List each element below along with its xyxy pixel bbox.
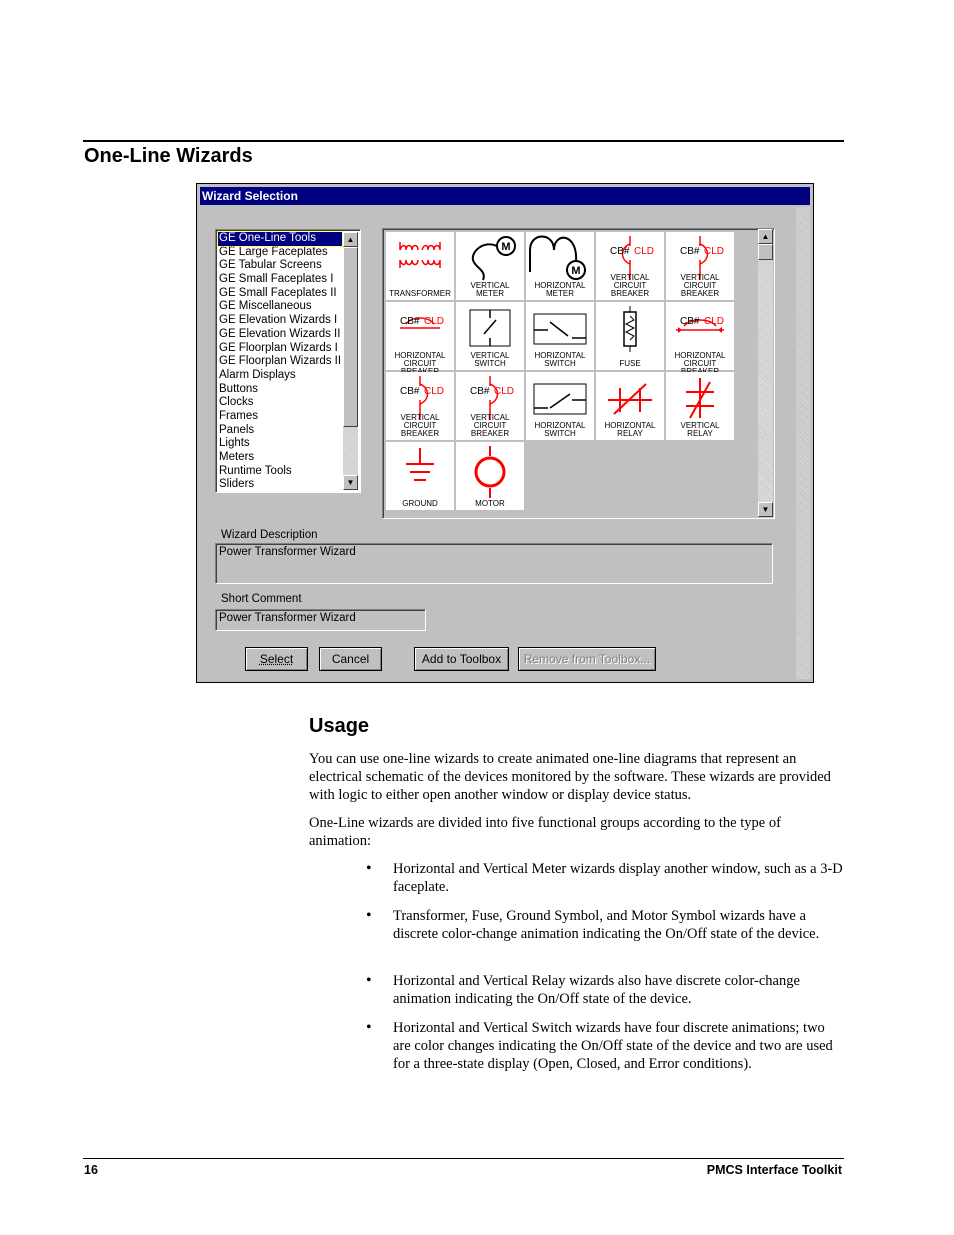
list-item[interactable]: Panels bbox=[219, 423, 255, 436]
wizard-caption: CIRCUIT bbox=[613, 281, 647, 290]
dialog-right-edge bbox=[796, 207, 810, 679]
wizard-tile[interactable] bbox=[456, 232, 524, 300]
wizard-caption: SWITCH bbox=[474, 359, 506, 368]
list-item[interactable]: GE Tabular Screens bbox=[219, 259, 322, 272]
wizard-tag-cld: CLD bbox=[704, 246, 725, 257]
list-item[interactable]: Lights bbox=[219, 437, 250, 450]
bullet-text-2: Transformer, Fuse, Ground Symbol, and Motor Symbol wizards have a discrete color-change animation indicating the On/Off state of the device. bbox=[393, 908, 820, 942]
section-title: One-Line Wizards bbox=[84, 145, 253, 167]
wizard-category-list[interactable] bbox=[215, 229, 361, 493]
wizard-tag-cld: CLD bbox=[634, 246, 655, 257]
bullet-icon: • bbox=[366, 860, 372, 877]
wizard-tag-cb: CB# bbox=[400, 316, 420, 327]
scroll-down-icon[interactable]: ▼ bbox=[343, 475, 358, 490]
bullet-icon: • bbox=[366, 1019, 372, 1036]
wizard-caption: GROUND bbox=[402, 499, 438, 508]
wizard-tile[interactable] bbox=[386, 372, 454, 440]
wizard-tag-cb: CB# bbox=[470, 386, 490, 397]
wizard-tag-cld: CLD bbox=[704, 316, 725, 327]
usage-title: Usage bbox=[309, 715, 370, 737]
usage-paragraph-2: One-Line wizards are divided into five functional groups according to the type of animation: bbox=[309, 815, 781, 849]
page-number: 16 bbox=[84, 1163, 98, 1177]
wizard-caption: HORIZONTAL bbox=[674, 351, 726, 360]
wizard-caption: METER bbox=[476, 289, 504, 298]
wizard-caption: SWITCH bbox=[544, 359, 576, 368]
list-item[interactable]: Frames bbox=[219, 409, 258, 422]
wizard-caption: TRANSFORMER bbox=[389, 289, 451, 298]
wizard-caption: VERTICAL bbox=[680, 273, 720, 282]
list-item[interactable]: GE Miscellaneous bbox=[219, 300, 312, 313]
wizard-caption: CIRCUIT bbox=[683, 281, 717, 290]
bullet-text-3: Horizontal and Vertical Relay wizards also have discrete color-change animation indicating the On/Off state of the device. bbox=[393, 973, 800, 1007]
bullet-icon: • bbox=[366, 907, 372, 924]
wizard-caption: HORIZONTAL bbox=[534, 351, 586, 360]
list-item[interactable]: GE Elevation Wizards I bbox=[219, 314, 338, 327]
list-item[interactable]: Sliders bbox=[219, 478, 255, 491]
add-to-toolbox-button[interactable]: Add to Toolbox bbox=[414, 647, 509, 671]
wizard-grid bbox=[382, 228, 775, 519]
wizard-tag-cb: CB# bbox=[400, 386, 420, 397]
wizard-caption: VERTICAL bbox=[400, 413, 440, 422]
comment-label: Short Comment bbox=[221, 593, 302, 605]
scroll-up-icon[interactable]: ▲ bbox=[343, 232, 358, 247]
wizard-caption: BREAKER bbox=[680, 289, 720, 298]
wizard-caption: BREAKER bbox=[610, 289, 650, 298]
wizard-tile[interactable] bbox=[666, 302, 734, 370]
wizard-tile[interactable] bbox=[456, 372, 524, 440]
dialog-title: Wizard Selection bbox=[200, 187, 810, 205]
wizard-tile[interactable] bbox=[386, 302, 454, 370]
wizard-selection-dialog bbox=[196, 183, 814, 683]
wizard-tile[interactable] bbox=[456, 302, 524, 370]
wizard-caption: VERTICAL bbox=[610, 273, 650, 282]
wizard-tile[interactable] bbox=[386, 442, 454, 510]
list-item[interactable]: GE One-Line Tools bbox=[218, 232, 342, 246]
usage-paragraph-1: You can use one-line wizards to create animated one-line diagrams that represent an electrical schematic of the devices monitored by the software. These wizards are provided with logic to either open another window or display device status. bbox=[309, 751, 831, 803]
wizard-caption: VERTICAL bbox=[470, 413, 510, 422]
svg-text:M: M bbox=[571, 265, 581, 277]
wizard-caption: FUSE bbox=[619, 359, 641, 368]
list-item[interactable]: GE Small Faceplates I bbox=[219, 273, 334, 286]
wizard-tile[interactable] bbox=[526, 302, 594, 370]
list-item[interactable]: GE Elevation Wizards II bbox=[219, 327, 341, 340]
wizard-tag-cld: CLD bbox=[494, 386, 515, 397]
wizard-caption: BREAKER bbox=[400, 429, 440, 438]
list-scrollbar[interactable] bbox=[343, 232, 358, 490]
wizard-caption: VERTICAL bbox=[470, 281, 510, 290]
remove-from-toolbox-button: Remove from Toolbox... bbox=[518, 647, 656, 671]
wizard-tile[interactable] bbox=[666, 372, 734, 440]
list-item[interactable]: Alarm Displays bbox=[219, 368, 296, 381]
wizard-caption: RELAY bbox=[617, 429, 643, 438]
wizard-tag-cb: CB# bbox=[680, 316, 700, 327]
wizard-caption: VERTICAL bbox=[470, 351, 510, 360]
wizard-caption: HORIZONTAL bbox=[534, 281, 586, 290]
wizard-caption: CIRCUIT bbox=[403, 421, 437, 430]
wizard-caption: RELAY bbox=[687, 429, 713, 438]
bullet-icon: • bbox=[366, 972, 372, 989]
list-item[interactable]: Runtime Tools bbox=[219, 464, 292, 477]
wizard-caption: MOTOR bbox=[475, 499, 505, 508]
wizard-tile[interactable] bbox=[596, 372, 664, 440]
wizard-tag-cld: CLD bbox=[424, 316, 445, 327]
wizard-tag-cld: CLD bbox=[424, 386, 445, 397]
comment-field[interactable]: Power Transformer Wizard bbox=[215, 609, 426, 631]
list-item[interactable]: GE Small Faceplates II bbox=[219, 286, 337, 299]
list-item[interactable]: Buttons bbox=[219, 382, 258, 395]
wizard-tile[interactable] bbox=[596, 302, 664, 370]
wizard-caption: CIRCUIT bbox=[683, 359, 717, 368]
wizard-tile[interactable] bbox=[526, 232, 594, 300]
grid-scrollbar[interactable] bbox=[758, 229, 773, 517]
grid-scroll-thumb[interactable] bbox=[758, 244, 773, 260]
wizard-tile[interactable] bbox=[456, 442, 524, 510]
wizard-tag-cb: CB# bbox=[680, 246, 700, 257]
list-item[interactable]: GE Floorplan Wizards II bbox=[219, 355, 342, 368]
description-label: Wizard Description bbox=[221, 529, 318, 541]
wizard-tile[interactable] bbox=[596, 232, 664, 300]
wizard-tile[interactable] bbox=[386, 232, 454, 300]
bullet-text-1: Horizontal and Vertical Meter wizards display another window, such as a 3-D faceplate. bbox=[393, 861, 843, 895]
wizard-caption: HORIZONTAL bbox=[604, 421, 656, 430]
bullet-text-4: Horizontal and Vertical Switch wizards have four discrete animations; two are color changes indicating the On/Off state of the device and two are used for a three-state display (Open, Closed, and Error conditions). bbox=[393, 1020, 833, 1072]
list-item[interactable]: GE Large Faceplates bbox=[219, 245, 328, 258]
list-item[interactable]: Meters bbox=[219, 451, 255, 463]
wizard-caption: SWITCH bbox=[544, 429, 576, 438]
wizard-caption: CIRCUIT bbox=[473, 421, 507, 430]
grid-scroll-up-icon[interactable]: ▲ bbox=[758, 229, 773, 244]
wizard-caption: BREAKER bbox=[470, 429, 510, 438]
wizard-tile[interactable] bbox=[526, 372, 594, 440]
top-rule bbox=[83, 140, 844, 142]
select-button[interactable]: Select bbox=[245, 647, 308, 671]
wizard-tag-cb: CB# bbox=[610, 246, 630, 257]
wizard-caption: HORIZONTAL bbox=[534, 421, 586, 430]
wizard-caption: HORIZONTAL bbox=[394, 351, 446, 360]
list-item[interactable]: GE Floorplan Wizards I bbox=[219, 341, 338, 354]
wizard-caption: VERTICAL bbox=[680, 421, 720, 430]
list-scroll-thumb[interactable] bbox=[343, 247, 358, 427]
svg-text:M: M bbox=[501, 241, 511, 253]
grid-scroll-down-icon[interactable]: ▼ bbox=[758, 502, 773, 517]
list-item[interactable]: Clocks bbox=[219, 396, 254, 409]
wizard-tile[interactable] bbox=[666, 232, 734, 300]
wizard-caption: METER bbox=[546, 289, 574, 298]
description-field[interactable]: Power Transformer Wizard bbox=[215, 543, 773, 584]
wizard-caption: CIRCUIT bbox=[403, 359, 437, 368]
footer-rule bbox=[83, 1158, 844, 1159]
document-title: PMCS Interface Toolkit bbox=[706, 1163, 842, 1177]
cancel-button[interactable]: Cancel bbox=[319, 647, 382, 671]
